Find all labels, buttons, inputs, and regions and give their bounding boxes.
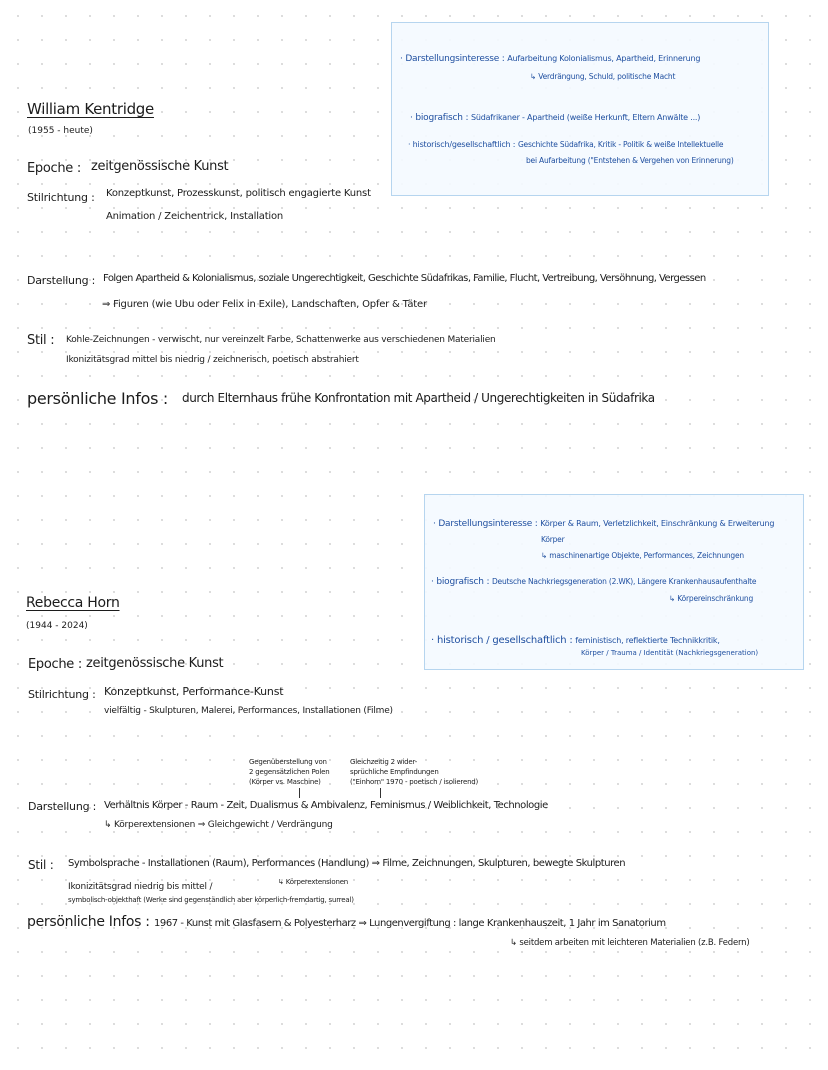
horn-pers: 1967 - Kunst mit Glasfasern & Polyesterharz ⇒ Lungenvergiftung : lange Krankenhauszeit, 1 Jahr im Sanatorium — [154, 918, 666, 929]
horn-stil2: vielfältig - Skulpturen, Malerei, Performances, Installationen (Filme) — [104, 706, 393, 716]
horn-box-bio-sub: ↳ Körpereinschränkung — [669, 594, 754, 603]
kentridge-stil-l: Stil : — [27, 333, 55, 348]
kentridge-box-interest-sub: ↳ Verdrängung, Schuld, politische Macht — [530, 72, 676, 81]
horn-pers-sub: ↳ seitdem arbeiten mit leichteren Materialien (z.B. Federn) — [510, 938, 750, 948]
horn-note-left-1: Gegenüberstellung von — [249, 758, 327, 766]
kentridge-box-hist-sub: bei Aufarbeitung ("Entstehen & Vergehen von Erinnerung) — [526, 156, 734, 165]
horn-note-right-connector — [380, 788, 381, 798]
kentridge-name: William Kentridge — [27, 100, 154, 118]
horn-darst2: ↳ Körperextensionen ⇒ Gleichgewicht / Verdrängung — [104, 820, 333, 830]
kentridge-info-box — [391, 22, 769, 196]
horn-note-left — [249, 757, 329, 787]
horn-box-interest-text: Körper & Raum, Verletzlichkeit, Einschränkung & Erweiterung — [540, 519, 775, 528]
horn-pers-label: persönliche Infos : — [27, 914, 150, 930]
kentridge-box-bio-text: Südafrikaner - Apartheid (weiße Herkunft, Eltern Anwälte ...) — [470, 113, 701, 122]
kentridge-box-interest-text: Aufarbeitung Kolonialismus, Apartheid, Erinnerung — [507, 54, 701, 63]
horn-stil-l: Stil : — [28, 858, 54, 872]
horn-box-hist-label: · historisch / gesellschaftlich : — [431, 635, 573, 646]
kentridge-stiltext2: Ikonizitätsgrad mittel bis niedrig / zeichnerisch, poetisch abstrahiert — [66, 355, 359, 365]
horn-info-box — [424, 494, 804, 670]
kentridge-stil-label: Stilrichtung : — [27, 191, 95, 204]
kentridge-box-hist-text: Geschichte Südafrika, Kritik - Politik & weiße Intellektuelle — [517, 140, 724, 149]
horn-box-interest-sub: ↳ maschinenartige Objekte, Performances, Zeichnungen — [541, 551, 744, 560]
horn-box-interest-text2: Körper — [541, 535, 565, 544]
horn-box-hist-sub: Körper / Trauma / Identität (Nachkriegsgeneration) — [581, 649, 759, 657]
kentridge-box-bio-label: · biografisch : — [410, 113, 469, 123]
horn-stil1: Konzeptkunst, Performance-Kunst — [104, 685, 284, 698]
horn-note-right-3: ("Einhorn" 1970 - poetisch / isolierend) — [350, 778, 479, 786]
horn-stiltext2: Ikonizitätsgrad niedrig bis mittel / — [68, 882, 213, 892]
kentridge-pers: durch Elternhaus frühe Konfrontation mit Apartheid / Ungerechtigkeiten in Südafrika — [182, 391, 655, 405]
kentridge-box-hist-label: · historisch/gesellschaftlich : — [408, 140, 516, 149]
horn-stil-sub: ↳ Körperextensionen — [278, 878, 349, 886]
kentridge-darst-label: Darstellung : — [27, 274, 96, 287]
horn-stil-label: Stilrichtung : — [28, 688, 96, 701]
horn-note-left-connector — [299, 788, 300, 798]
kentridge-stil2: Animation / Zeichentrick, Installation — [106, 211, 284, 222]
horn-box-bio-label: · biografisch : — [431, 577, 490, 587]
horn-box-interest-label: · Darstellungsinteresse : — [433, 519, 538, 529]
horn-epoche: zeitgenössische Kunst — [86, 656, 224, 671]
horn-note-left-3: (Körper vs. Maschine) — [249, 778, 321, 786]
kentridge-stiltext1: Kohle-Zeichnungen - verwischt, nur vereinzelt Farbe, Schattenwerke aus verschiedenen Materialien — [66, 335, 496, 345]
horn-note-right-2: sprüchliche Empfindungen — [350, 768, 439, 776]
horn-note-right — [350, 757, 478, 787]
horn-dates: (1944 - 2024) — [26, 621, 88, 631]
horn-box-bio-text: Deutsche Nachkriegsgeneration (2.WK), Längere Krankenhausaufenthalte — [491, 577, 757, 586]
horn-epoche-label: Epoche : — [28, 657, 82, 672]
kentridge-dates: (1955 - heute) — [28, 126, 93, 136]
kentridge-epoche-label: Epoche : — [27, 161, 81, 176]
kentridge-epoche: zeitgenössische Kunst — [91, 159, 229, 174]
horn-note-left-2: 2 gegensätzlichen Polen — [249, 768, 330, 776]
horn-stiltext3: symbolisch-objekthaft (Werke sind gegenständlich aber körperlich-fremdartig, surreal) — [68, 896, 354, 904]
horn-note-right-1: Gleichzeitig 2 wider- — [350, 758, 418, 766]
horn-box-hist-text: feministisch, reflektierte Technikkritik, — [575, 636, 720, 645]
kentridge-darst2: ⇒ Figuren (wie Ubu oder Felix in Exile), Landschaften, Opfer & Täter — [102, 299, 427, 310]
horn-name: Rebecca Horn — [26, 595, 120, 611]
kentridge-darst1: Folgen Apartheid & Kolonialismus, soziale Ungerechtigkeit, Geschichte Südafrikas, Familie, Flucht, Vertreibung, Versöhnung, Vergessen — [103, 273, 706, 284]
horn-darst-label: Darstellung : — [28, 800, 97, 813]
horn-darst1: Verhältnis Körper - Raum - Zeit, Dualismus & Ambivalenz, Feminismus / Weiblichkeit, Technologie — [104, 800, 548, 811]
horn-stiltext1: Symbolsprache - Installationen (Raum), Performances (Handlung) ⇒ Filme, Zeichnungen, Skulpturen, bewegte Skulpturen — [68, 858, 626, 869]
kentridge-stil1: Konzeptkunst, Prozesskunst, politisch engagierte Kunst — [106, 188, 371, 199]
kentridge-pers-label: persönliche Infos : — [27, 389, 168, 408]
kentridge-box-interest-label: · Darstellungsinteresse : — [400, 54, 505, 64]
